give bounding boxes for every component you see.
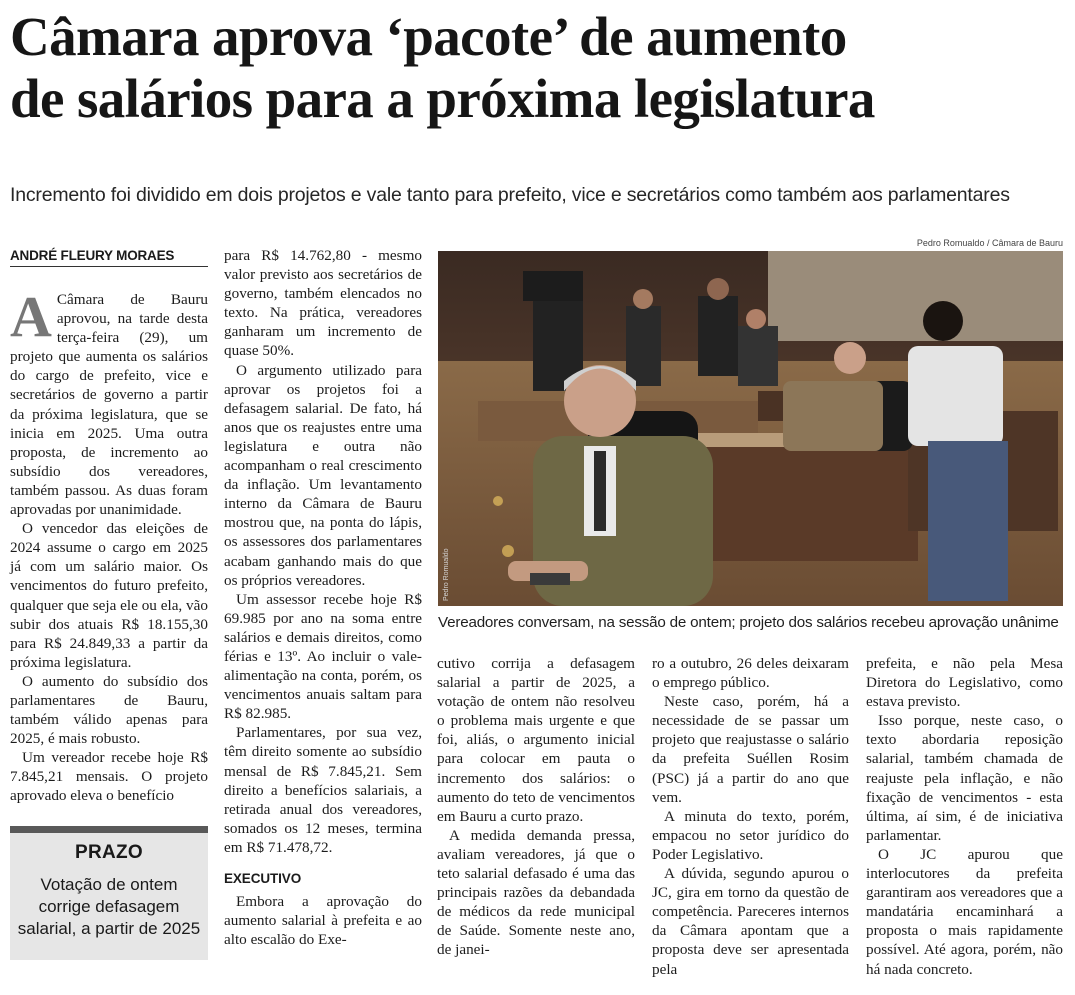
svg-text:Pedro Romualdo: Pedro Romualdo <box>443 548 450 601</box>
subheadline: Incremento foi dividido em dois projetos e vale tanto para prefeito, vice e secretários como também aos parlamentares <box>10 184 1010 206</box>
article-paragraph: Neste caso, porém, há a necessidade de se passar um projeto que reajustasse o salário da prefeita Suéllen Rosim (PSC) já a partir do ano que vem. <box>652 693 849 806</box>
article-paragraph: A minuta do texto, porém, empacou no setor jurídico do Poder Legislativo. <box>652 807 849 863</box>
article-paragraph: Um assessor recebe hoje R$ 69.985 por ano na soma entre salários e demais direitos, como férias e 13º. Ao incluir o vale-alimentação na conta, porém, os vencimentos anuais saltam para R$ 82.985. <box>224 590 422 723</box>
sidebar-title: PRAZO <box>75 842 143 863</box>
article-paragraph: Isso porque, neste caso, o texto abordaria reposição salarial, também chamada de reajuste pela inflação, e não fixação de vencimentos - esta última, aí sim, é de iniciativa parlamentar. <box>866 712 1063 844</box>
article-paragraph: Parlamentares, por sua vez, têm direito somente ao subsídio mensal de R$ 7.845,21. Sem direito a benefícios salariais, a retirada anual dos vereadores, somados os 12 meses, termina em R$ 71.478,72. <box>224 724 422 856</box>
byline: ANDRÉ FLEURY MORAES <box>10 248 208 267</box>
photo-credit: Pedro Romualdo / Câmara de Bauru <box>916 238 1063 248</box>
article-paragraph: O argumento utilizado para aprovar os projetos foi a defasagem salarial. De fato, há anos que os reajustes entre uma legislatura e outra não acompanham o real crescimento da inflação. Um levantamento interno da Câmara de Bauru mostrou que, na ponta do lápis, os assessores dos parlamentares acabam ganhando mais do que os próprios vereadores. <box>224 361 422 589</box>
headline-line-1: Câmara aprova ‘pacote’ de aumento <box>10 6 847 67</box>
article-paragraph: A dúvida, segundo apurou o JC, gira em torno da questão de competência. Pareceres internos da Câmara apontam que a proposta deve ser apresentada pela <box>652 865 849 978</box>
article-column-5 <box>866 654 1063 979</box>
article-paragraph: Embora a aprovação do aumento salarial à prefeita e ao alto escalão do Exe- <box>224 893 422 949</box>
article-paragraph: cutivo corrija a defasagem salarial a partir de 2025, a votação de ontem não resolveu o problema mais urgente e que foi, aliás, o argumento inicial para colocar em pauta o incremento dos salários: o aumento do teto de vencimentos em Bauru a curto prazo. <box>437 655 635 825</box>
section-heading: EXECUTIVO <box>224 871 302 886</box>
article-paragraph: Um vereador recebe hoje R$ 7.845,21 mensais. O projeto aprovado eleva o benefício <box>10 749 208 805</box>
article-paragraph: O JC apurou que interlocutores da prefeita garantiram aos vereadores que a mandatária encaminhará a proposta o mais rapidamente possível. Até agora, porém, não há nada concreto. <box>866 845 1063 978</box>
article-column-4 <box>652 654 849 979</box>
article-paragraph: A medida demanda pressa, avaliam vereadores, já que o teto salarial defasado é uma das principais razões da debandada de médicos da rede municipal de Saúde. Somente neste ano, de janei- <box>437 826 635 959</box>
drop-cap: A <box>10 284 52 349</box>
sidebar-text: Votação de ontem corrige defasagem salarial, a partir de 2025 <box>17 875 201 938</box>
headline-line-2: de salários para a próxima legislatura <box>10 68 875 129</box>
article-paragraph: O vencedor das eleições de 2024 assume o cargo em 2025 já com um salário maior. Os vencimentos do futuro prefeito, qualquer que seja ele ou ela, vão subir dos atuais R$ 18.155,30 para R$ 24.849,33 a partir da próxima legislatura. <box>10 520 208 671</box>
photo-caption: Vereadores conversam, na sessão de ontem; projeto dos salários recebeu aprovação unânime <box>438 614 1059 631</box>
article-paragraph: para R$ 14.762,80 - mesmo valor previsto aos secretários de governo, também elencados no texto. Na prática, vereadores ganharam um incremento de quase 50%. <box>224 247 422 360</box>
article-paragraph: A Câmara de Bauru aprovou, na tarde desta terça-feira (29), um projeto que aumenta os salários do cargo de prefeito, vice e secretários de governo a partir da próxima legislatura, que se inicia em 2025. Uma outra proposta, de incremento ao subsídio dos vereadores, também passou. As duas foram aprovadas por unanimidade. <box>10 284 208 519</box>
article-column-3 <box>437 654 635 960</box>
news-photo <box>438 251 1063 606</box>
article-paragraph: ro a outubro, 26 deles deixaram o emprego público. <box>652 655 849 692</box>
photo-illustration <box>438 251 1063 606</box>
sidebar-box <box>10 826 208 960</box>
sidebar-top-bar <box>10 826 208 833</box>
article-paragraph: O aumento do subsídio dos parlamentares de Bauru, também válido apenas para 2025, é mais robusto. <box>10 672 208 748</box>
headline <box>10 6 1065 130</box>
article-paragraph: prefeita, e não pela Mesa Diretora do Legislativo, como estava previsto. <box>866 655 1063 711</box>
article-column-1 <box>10 284 208 806</box>
article-column-2 <box>224 246 422 949</box>
